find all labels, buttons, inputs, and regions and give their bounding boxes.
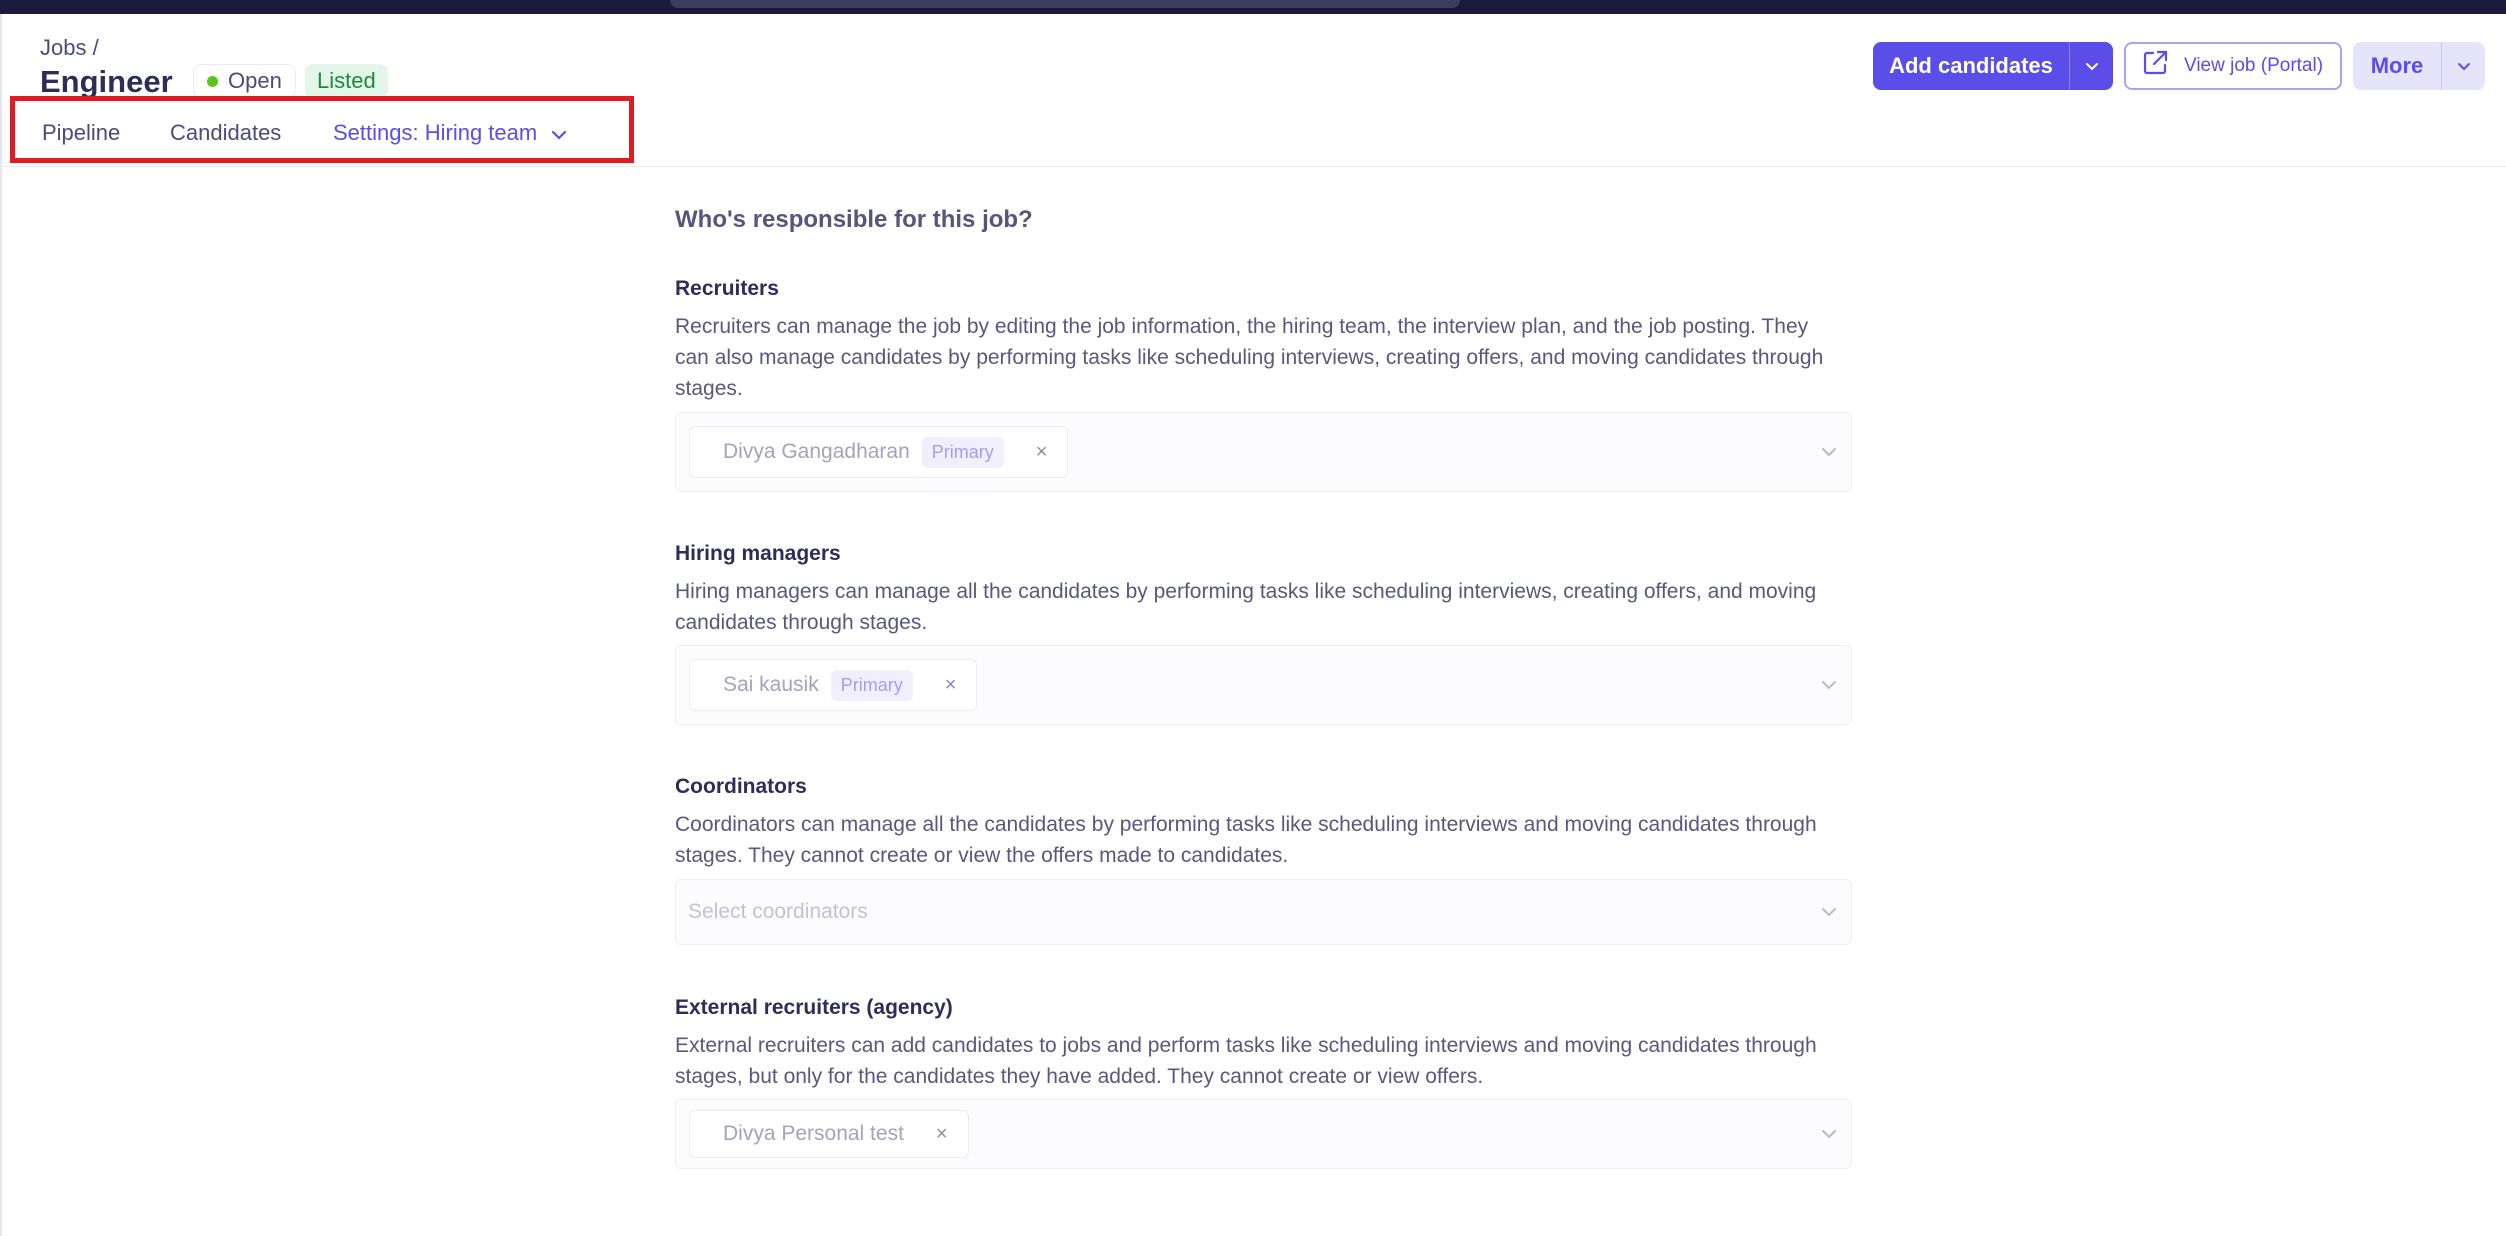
status-badge-listed: Listed [305,64,388,98]
left-border [0,14,2,1236]
external-recruiter-name: Divya Personal test [723,1122,904,1145]
tab-pipeline[interactable]: Pipeline [42,120,121,145]
chevron-down-icon[interactable] [1821,447,1837,457]
more-dropdown[interactable] [2442,62,2485,71]
add-candidates-label: Add candidates [1889,53,2053,78]
add-candidates-dropdown[interactable] [2070,62,2113,71]
chevron-down-icon [2085,62,2099,71]
remove-icon[interactable]: × [1035,440,1048,463]
chevron-down-icon [551,120,567,146]
top-bar-handle [670,0,1460,8]
chevron-down-icon[interactable] [1821,680,1837,690]
chevron-down-icon [2457,62,2471,71]
chevron-down-icon[interactable] [1821,907,1837,917]
hiring-managers-title: Hiring managers [675,542,841,565]
section-title: Who's responsible for this job? [675,206,1033,233]
hiring-managers-description: Hiring managers can manage all the candidates by performing tasks like scheduling interviews, creating offers, and moving candidates through stages. [675,580,1817,634]
external-recruiters-description: External recruiters can add candidates to jobs and perform tasks like scheduling interviews and moving candidates through stages, but only for the candidates they have added. They cannot create or view offers. [675,1034,1817,1088]
recruiter-name: Divya Gangadharan [723,440,910,463]
header-divider [0,166,2506,167]
tab-settings-label: Settings: Hiring team [333,120,538,145]
coordinators-description: Coordinators can manage all the candidates by performing tasks like scheduling interviews and moving candidates through stages. They cannot create or view the offers made to candidates. [675,813,1817,867]
remove-icon[interactable]: × [944,673,957,696]
tab-candidates[interactable]: Candidates [170,120,282,145]
status-badge-open [193,64,296,98]
coordinators-select[interactable] [675,879,1852,945]
recruiter-chip [689,426,1068,478]
more-button[interactable] [2353,42,2485,90]
top-window-bar [0,0,2506,14]
hiring-manager-name: Sai kausik [723,673,819,696]
recruiters-title: Recruiters [675,277,779,300]
recruiters-select[interactable] [675,412,1852,492]
page-title: Engineer [40,64,173,99]
view-job-portal-button[interactable] [2124,42,2342,90]
hiring-manager-chip [689,659,977,711]
view-job-label: View job (Portal) [2184,55,2324,76]
remove-icon[interactable]: × [935,1122,948,1145]
tab-settings-hiring-team[interactable] [333,120,567,146]
recruiters-description: Recruiters can manage the job by editing the job information, the hiring team, the interview plan, and the job posting. They can also manage candidates by performing tasks like scheduling interviews, creating offers, and moving candidates through stages. [675,315,1824,400]
more-label: More [2370,53,2424,78]
external-recruiters-title: External recruiters (agency) [675,996,953,1019]
coordinators-title: Coordinators [675,775,807,798]
chevron-down-icon[interactable] [1821,1129,1837,1139]
external-recruiters-select[interactable] [675,1099,1852,1169]
breadcrumb[interactable]: Jobs / [40,35,99,60]
hiring-managers-select[interactable] [675,645,1852,725]
external-recruiter-chip [689,1110,969,1158]
external-link-icon [2140,48,2170,84]
coordinators-placeholder: Select coordinators [688,900,868,923]
primary-badge: Primary [831,670,913,701]
status-dot-icon [207,76,218,87]
add-candidates-button[interactable] [1873,42,2113,90]
primary-badge: Primary [922,437,1004,468]
status-open-label: Open [228,68,282,93]
